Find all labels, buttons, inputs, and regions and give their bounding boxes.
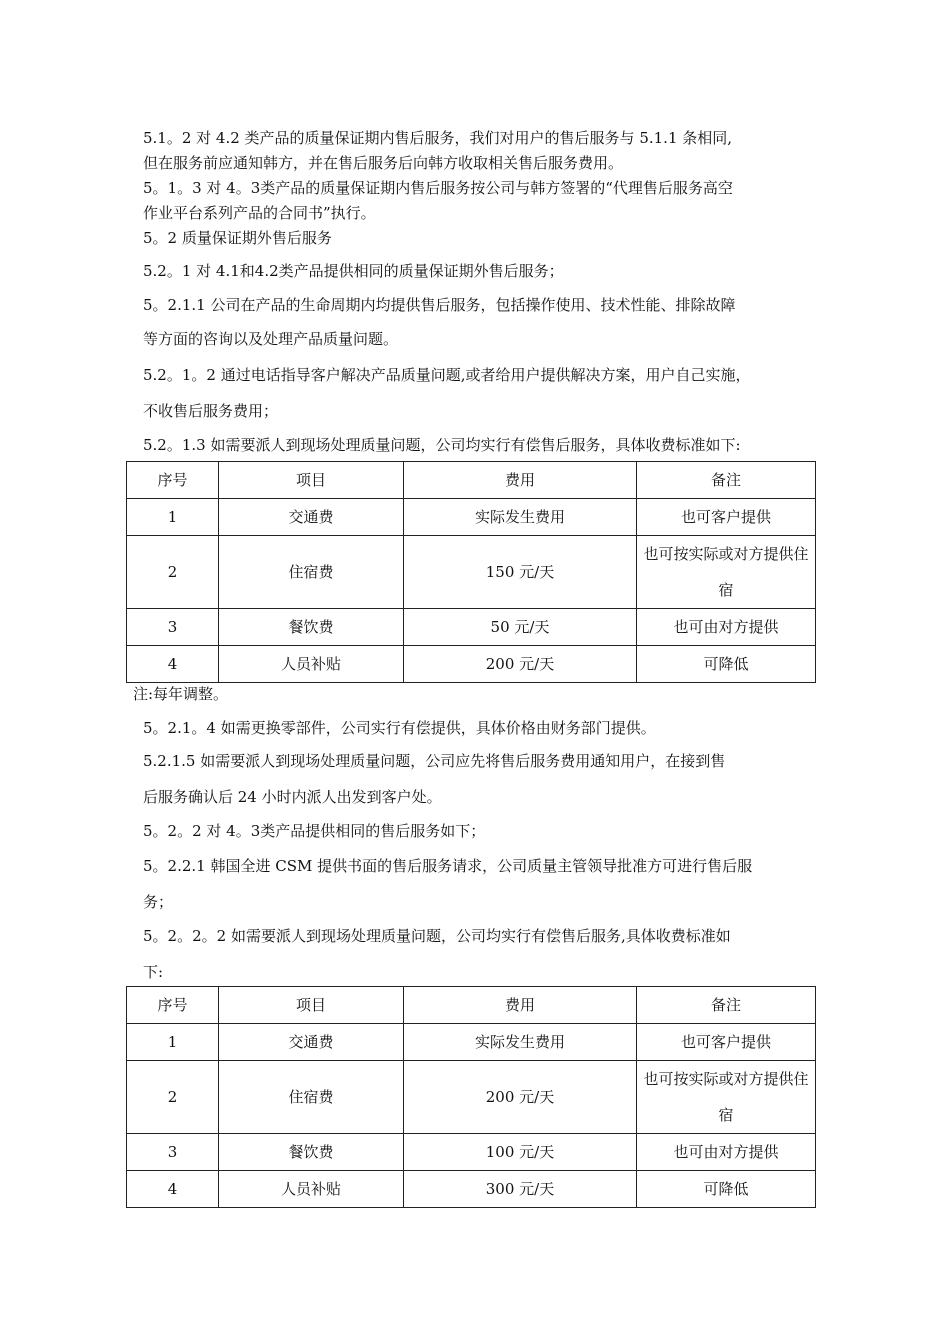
table-cell: 也可按实际或对方提供住宿 xyxy=(637,536,816,609)
paragraph-5-1-2-cont: 但在服务前应通知韩方，并在售后服务后向韩方收取相关售后服务费用。 xyxy=(143,154,624,172)
table-cell: 人员补贴 xyxy=(219,1171,404,1208)
heading-5-2: 5。2 质量保证期外售后服务 xyxy=(143,229,332,247)
table-cell: 300 元/天 xyxy=(404,1171,637,1208)
table-row xyxy=(127,499,816,536)
table-cell: 交通费 xyxy=(219,499,404,536)
paragraph-5-1-2: 5.1。2 对 4.2 类产品的质量保证期内售后服务，我们对用户的售后服务与 5.1.1 条相同, xyxy=(143,129,733,147)
table-cell: 4 xyxy=(127,646,219,683)
table-row xyxy=(127,1134,816,1171)
table-cell: 3 xyxy=(127,1134,219,1171)
table-cell: 住宿费 xyxy=(219,1061,404,1134)
header-cell: 项目 xyxy=(219,462,404,499)
paragraph-5-2-2: 5。2。2 对 4。3类产品提供相同的售后服务如下； xyxy=(143,822,486,840)
table-header-row xyxy=(127,987,816,1024)
header-cell: 备注 xyxy=(637,987,816,1024)
table-cell: 2 xyxy=(127,536,219,609)
table-cell: 餐饮费 xyxy=(219,1134,404,1171)
paragraph-5-2-1-2-cont: 不收售后服务费用； xyxy=(143,402,279,420)
table-cell: 200 元/天 xyxy=(404,646,637,683)
table-cell: 也可由对方提供 xyxy=(637,1134,816,1171)
table-cell: 也可客户提供 xyxy=(637,499,816,536)
table-row xyxy=(127,1061,816,1134)
table-header-row xyxy=(127,462,816,499)
paragraph-5-2-1-3: 5.2。1.3 如需要派人到现场处理质量问题，公司均实行有偿售后服务，具体收费标准如下: xyxy=(143,436,741,454)
table-cell: 实际发生费用 xyxy=(404,499,637,536)
header-cell: 备注 xyxy=(637,462,816,499)
paragraph-5-1-3-cont: 作业平台系列产品的合同书”执行。 xyxy=(143,204,376,222)
paragraph-5-2-2-2-cont: 下: xyxy=(143,963,164,981)
table-cell: 4 xyxy=(127,1171,219,1208)
table-cell: 实际发生费用 xyxy=(404,1024,637,1061)
table-cell: 1 xyxy=(127,499,219,536)
table-row xyxy=(127,646,816,683)
table-cell: 可降低 xyxy=(637,646,816,683)
table-row xyxy=(127,1024,816,1061)
table-cell: 50 元/天 xyxy=(404,609,637,646)
paragraph-5-2-1-5: 5.2.1.5 如需要派人到现场处理质量问题，公司应先将售后服务费用通知用户，在接到售 xyxy=(143,752,726,770)
header-cell: 项目 xyxy=(219,987,404,1024)
paragraph-5-2-1-4: 5。2.1。4 如需更换零部件，公司实行有偿提供，具体价格由财务部门提供。 xyxy=(143,719,656,737)
table-row xyxy=(127,536,816,609)
paragraph-5-2-1-1-cont: 等方面的咨询以及处理产品质量问题。 xyxy=(143,330,399,348)
table-cell: 2 xyxy=(127,1061,219,1134)
header-cell: 费用 xyxy=(404,462,637,499)
table-cell: 也可客户提供 xyxy=(637,1024,816,1061)
paragraph-5-2-2-2: 5。2。2。2 如需要派人到现场处理质量问题，公司均实行有偿售后服务,具体收费标准如 xyxy=(143,927,731,945)
fee-table-2 xyxy=(126,986,816,1208)
paragraph-5-2-2-1-cont: 务； xyxy=(143,893,174,911)
table-cell: 交通费 xyxy=(219,1024,404,1061)
note: 注:每年调整。 xyxy=(133,685,229,703)
paragraph-5-2-1-1: 5。2.1.1 公司在产品的生命周期内均提供售后服务，包括操作使用、技术性能、排除故障 xyxy=(143,296,736,314)
paragraph-5-2-1: 5.2。1 对 4.1和4.2类产品提供相同的质量保证期外售后服务； xyxy=(143,262,564,280)
table-row xyxy=(127,609,816,646)
paragraph-5-2-2-1: 5。2.2.1 韩国全进 CSM 提供书面的售后服务请求，公司质量主管领导批准方可进行售后服 xyxy=(143,857,753,875)
paragraph-5-1-3: 5。1。3 对 4。3类产品的质量保证期内售后服务按公司与韩方签署的“代理售后服务高空 xyxy=(143,179,733,197)
table-cell: 可降低 xyxy=(637,1171,816,1208)
paragraph-5-2-1-5-cont: 后服务确认后 24 小时内派人出发到客户处。 xyxy=(143,788,442,806)
header-cell: 费用 xyxy=(404,987,637,1024)
paragraph-5-2-1-2: 5.2。1。2 通过电话指导客户解决产品质量问题,或者给用户提供解决方案，用户自己实施， xyxy=(143,366,751,384)
table-cell: 也可由对方提供 xyxy=(637,609,816,646)
table-cell: 3 xyxy=(127,609,219,646)
table-row xyxy=(127,1171,816,1208)
table-cell: 200 元/天 xyxy=(404,1061,637,1134)
table-cell: 150 元/天 xyxy=(404,536,637,609)
fee-table-1 xyxy=(126,461,816,683)
table-cell: 人员补贴 xyxy=(219,646,404,683)
table-cell: 餐饮费 xyxy=(219,609,404,646)
table-cell: 也可按实际或对方提供住宿 xyxy=(637,1061,816,1134)
header-cell: 序号 xyxy=(127,462,219,499)
table-cell: 1 xyxy=(127,1024,219,1061)
table-cell: 住宿费 xyxy=(219,536,404,609)
table-cell: 100 元/天 xyxy=(404,1134,637,1171)
header-cell: 序号 xyxy=(127,987,219,1024)
